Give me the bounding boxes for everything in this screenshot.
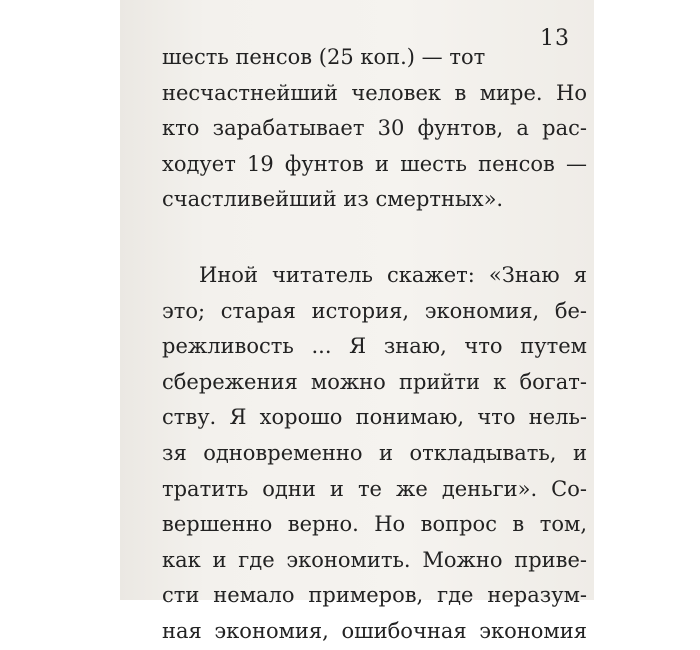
text-line: ная экономия, ошибочная экономия [162,618,587,643]
text-line: ству. Я хорошо понимаю, что нель- [162,405,587,430]
text-line: сти немало примеров, где неразум- [162,583,587,608]
paragraph-2 [162,258,587,294]
book-page [120,0,594,643]
text-line: ходует 19 фунтов и шесть пенсов — [162,151,587,176]
paragraph-spacing [162,218,587,258]
text-line: как и где экономить. Можно приве- [162,547,587,572]
page-text [162,40,587,650]
text-line: счастливейший из смертных». [162,187,504,212]
text-line: несчастнейший человек в мире. Но [162,80,587,105]
text-line: это; старая история, экономия, бе- [162,298,587,323]
text-line: вершенно верно. Но вопрос в том, [162,512,587,537]
text-line: шесть пенсов (25 коп.) — тот [162,45,486,69]
text-line: режливость ... Я знаю, что путем [162,334,587,359]
text-line: Иной читатель скажет: «Знаю я [199,262,587,287]
text-line: зя одновременно и откладывать, и [162,440,587,465]
page-number: 13 [540,26,570,51]
text-line: тратить одни и те же деньги». Со- [162,476,587,501]
paragraph-1 [162,40,587,218]
text-line: кто зарабатывает 30 фунтов, а рас- [162,116,587,141]
paragraph-2-continued [162,294,587,650]
text-line: сбережения можно прийти к богат- [162,369,587,394]
